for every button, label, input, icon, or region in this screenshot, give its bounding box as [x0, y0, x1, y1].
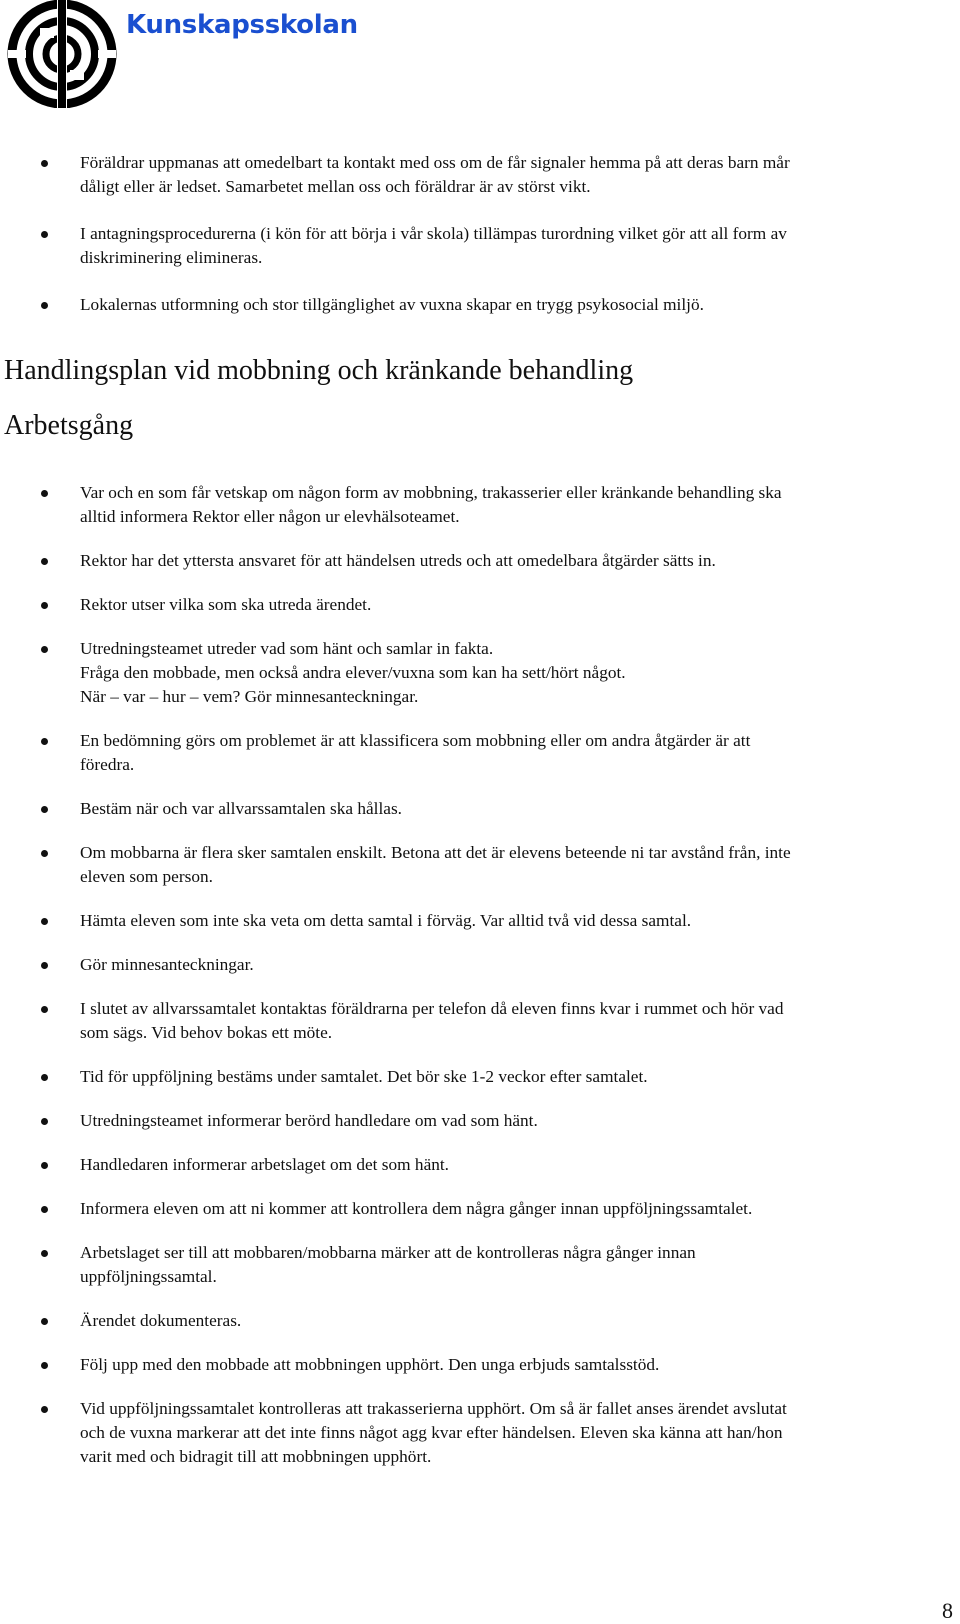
work-procedure-list [0, 481, 940, 1489]
bullet-text-line: föredra. [80, 755, 135, 774]
bullet-dot-icon [41, 490, 48, 497]
bullet-dot-icon [41, 1250, 48, 1257]
bullet-text-line: alltid informera Rektor eller någon ur elevhälsoteamet. [80, 507, 460, 526]
sub-heading: Arbetsgång [4, 410, 134, 441]
bullet-item [0, 1109, 940, 1133]
bullet-item [0, 797, 940, 821]
bullet-text-line: dåligt eller är ledset. Samarbetet mellan oss och föräldrar är av störst vikt. [80, 177, 591, 196]
bullet-dot-icon [41, 646, 48, 653]
bullet-dot-icon [41, 1162, 48, 1169]
main-heading: Handlingsplan vid mobbning och kränkande behandling [4, 355, 634, 386]
bullet-text-line: Gör minnesanteckningar. [80, 955, 254, 974]
bullet-text-line: När – var – hur – vem? Gör minnesanteckningar. [80, 687, 419, 706]
bullet-dot-icon [41, 1362, 48, 1369]
bullet-text-line: eleven som person. [80, 867, 213, 886]
bullet-item [0, 1241, 940, 1289]
bullet-item [0, 1397, 940, 1469]
bullet-text-line: Fråga den mobbade, men också andra elever/vuxna som kan ha sett/hört något. [80, 663, 626, 682]
page-number: 8 [942, 1598, 953, 1623]
bullet-text-line: En bedömning görs om problemet är att klassificera som mobbning eller om andra åtgärder är att [80, 731, 751, 750]
kunskapsskolan-logo-icon [4, 0, 120, 108]
bullet-text-line: Följ upp med den mobbade att mobbningen upphört. Den unga erbjuds samtalsstöd. [80, 1355, 660, 1374]
bullet-item [0, 841, 940, 889]
bullet-dot-icon [41, 1206, 48, 1213]
bullet-text-line: Hämta eleven som inte ska veta om detta samtal i förväg. Var alltid två vid dessa samtal. [80, 911, 692, 930]
page-header [0, 0, 960, 110]
bullet-item [0, 997, 940, 1045]
bullet-item [0, 953, 940, 977]
bullet-text-line: Informera eleven om att ni kommer att kontrollera dem några gånger innan uppföljningssamtalet. [80, 1199, 753, 1218]
bullet-dot-icon [41, 160, 48, 167]
bullet-item [0, 593, 940, 617]
bullet-text-line: Ärendet dokumenteras. [80, 1311, 242, 1330]
bullet-text-line: Tid för uppföljning bestäms under samtalet. Det bör ske 1-2 veckor efter samtalet. [80, 1067, 648, 1086]
bullet-item [0, 729, 940, 777]
bullet-dot-icon [41, 1406, 48, 1413]
bullet-item [0, 637, 940, 709]
bullet-text-line: uppföljningssamtal. [80, 1267, 217, 1286]
bullet-item [0, 1353, 940, 1377]
bullet-dot-icon [41, 1118, 48, 1125]
bullet-item [0, 1309, 940, 1333]
bullet-text-line: Rektor utser vilka som ska utreda ärendet. [80, 595, 372, 614]
bullet-text-line: Vid uppföljningssamtalet kontrolleras att trakasserierna upphört. Om så är fallet anses ärendet avslutat [80, 1399, 787, 1418]
bullet-text-line: Föräldrar uppmanas att omedelbart ta kontakt med oss om de får signaler hemma på att deras barn mår [80, 153, 790, 172]
bullet-text-line: Lokalernas utformning och stor tillgänglighet av vuxna skapar en trygg psykosocial miljö. [80, 295, 704, 314]
bullet-item [0, 151, 940, 199]
bullet-item [0, 293, 940, 317]
bullet-dot-icon [41, 1074, 48, 1081]
bullet-item [0, 481, 940, 529]
bullet-item [0, 222, 940, 270]
bullet-dot-icon [41, 918, 48, 925]
bullet-text-line: Utredningsteamet informerar berörd handledare om vad som hänt. [80, 1111, 538, 1130]
bullet-dot-icon [41, 850, 48, 857]
bullet-text-line: och de vuxna markerar att det inte finns något agg kvar efter händelsen. Eleven ska känna att han/hon [80, 1423, 783, 1442]
bullet-dot-icon [41, 962, 48, 969]
bullet-text-line: Bestäm när och var allvarssamtalen ska hållas. [80, 799, 402, 818]
intro-bullet-list [0, 151, 940, 340]
bullet-text-line: Arbetslaget ser till att mobbaren/mobbarna märker att de kontrolleras några gånger innan [80, 1243, 696, 1262]
bullet-item [0, 1153, 940, 1177]
bullet-dot-icon [41, 602, 48, 609]
bullet-text-line: Utredningsteamet utreder vad som hänt och samlar in fakta. [80, 639, 494, 658]
bullet-text-line: som sägs. Vid behov bokas ett möte. [80, 1023, 333, 1042]
bullet-dot-icon [41, 806, 48, 813]
bullet-text-line: I antagningsprocedurerna (i kön för att börja i vår skola) tillämpas turordning vilket gör att all form av [80, 224, 787, 243]
bullet-text-line: Rektor har det yttersta ansvaret för att händelsen utreds och att omedelbara åtgärder sätts in. [80, 551, 716, 570]
bullet-text-line: diskriminering elimineras. [80, 248, 263, 267]
bullet-dot-icon [41, 302, 48, 309]
bullet-text-line: Var och en som får vetskap om någon form av mobbning, trakasserier eller kränkande behandling ska [80, 483, 782, 502]
bullet-dot-icon [41, 1006, 48, 1013]
bullet-item [0, 1065, 940, 1089]
bullet-text-line: I slutet av allvarssamtalet kontaktas föräldrarna per telefon då eleven finns kvar i rummet och hör vad [80, 999, 784, 1018]
bullet-item [0, 909, 940, 933]
bullet-text-line: Om mobbarna är flera sker samtalen enskilt. Betona att det är elevens beteende ni tar avstånd från, inte [80, 843, 791, 862]
bullet-dot-icon [41, 231, 48, 238]
bullet-dot-icon [41, 1318, 48, 1325]
brand-name: Kunskapsskolan [126, 10, 358, 40]
bullet-dot-icon [41, 738, 48, 745]
bullet-dot-icon [41, 558, 48, 565]
bullet-item [0, 1197, 940, 1221]
bullet-text-line: Handledaren informerar arbetslaget om det som hänt. [80, 1155, 450, 1174]
bullet-item [0, 549, 940, 573]
bullet-text-line: varit med och bidragit till att mobbningen upphört. [80, 1447, 432, 1466]
